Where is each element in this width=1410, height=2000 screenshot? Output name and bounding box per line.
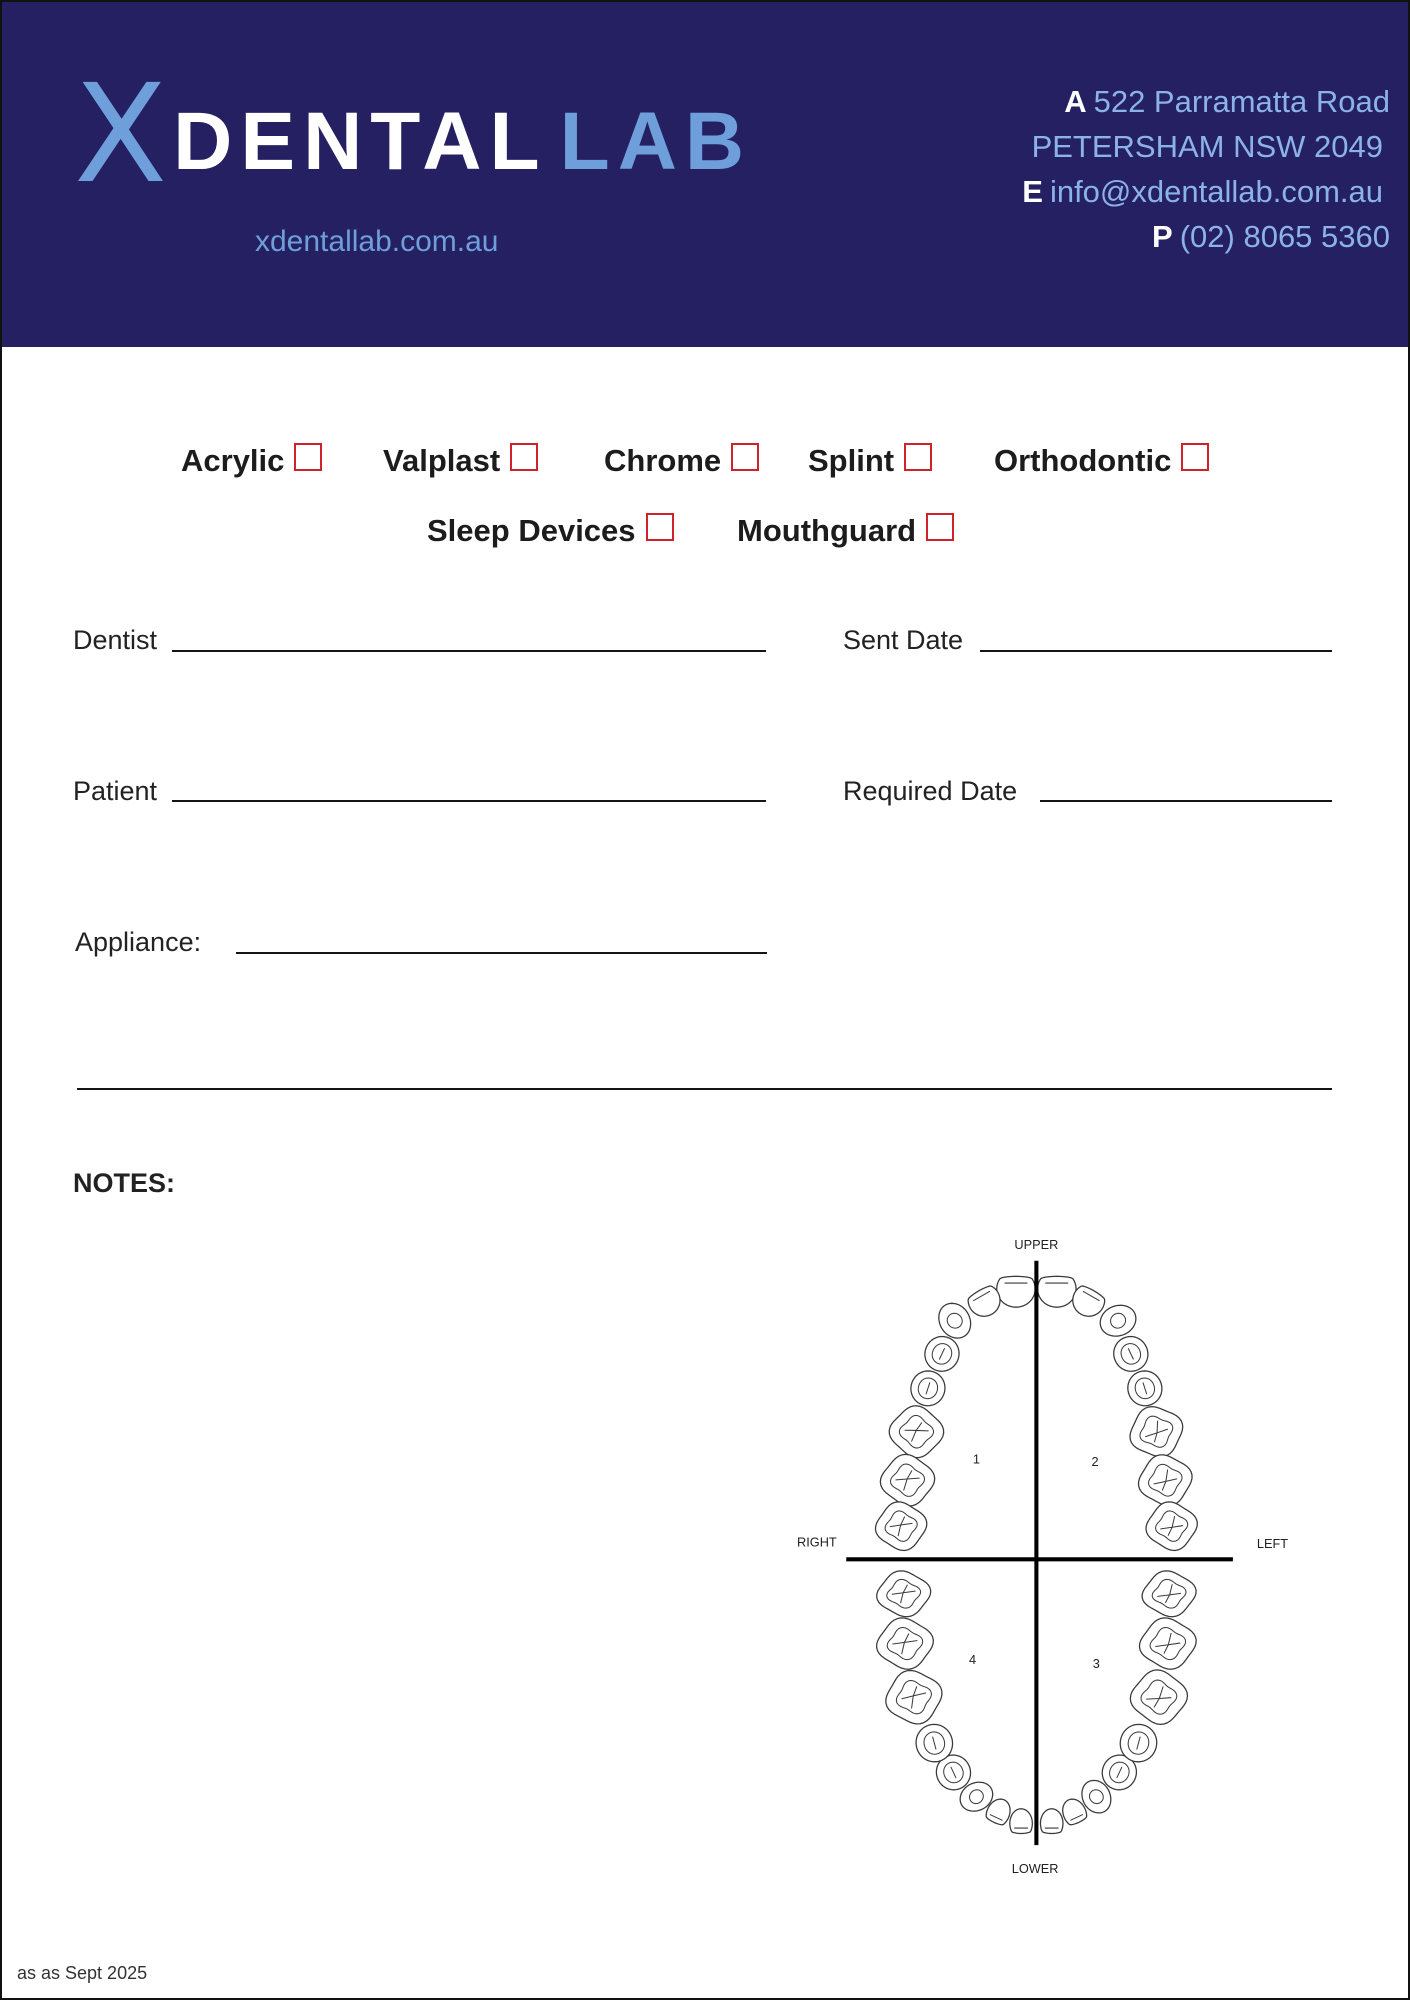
tooth-outline xyxy=(1125,1402,1187,1462)
tooth-outline xyxy=(1146,1502,1197,1551)
header-banner xyxy=(2,2,1408,347)
right-label: RIGHT xyxy=(797,1534,837,1550)
tooth-48 xyxy=(877,1571,931,1617)
tooth-outline xyxy=(877,1618,934,1669)
quadrant-1-label: 1 xyxy=(972,1451,980,1467)
address-line-2 xyxy=(1022,124,1390,169)
revision-note: as as Sept 2025 xyxy=(17,1963,148,1983)
chrome-checkbox[interactable] xyxy=(731,443,759,471)
tooth-outline xyxy=(883,1668,944,1727)
notes-heading: NOTES: xyxy=(73,1168,176,1198)
option-orthodontic[interactable] xyxy=(994,441,1209,481)
tooth-25 xyxy=(1123,1367,1166,1411)
tooth-outline xyxy=(1137,1453,1194,1508)
dentist-label: Dentist xyxy=(73,625,158,655)
tooth-18 xyxy=(875,1502,926,1551)
address-suburb: PETERSHAM NSW 2049 xyxy=(1031,129,1383,164)
tooth-37 xyxy=(1139,1618,1196,1669)
option-label: Valplast xyxy=(383,443,501,478)
tooth-outline xyxy=(1010,1809,1033,1834)
email-line xyxy=(1022,169,1390,214)
appliance-input[interactable] xyxy=(236,922,767,954)
quadrant-3-label: 3 xyxy=(1092,1655,1100,1671)
tooth-16 xyxy=(885,1402,947,1462)
option-label: Orthodontic xyxy=(994,443,1172,478)
option-acrylic[interactable] xyxy=(181,441,322,481)
logo-word-dental: DENTAL xyxy=(173,96,548,187)
option-mouthguard[interactable] xyxy=(737,511,954,551)
required-date-label: Required Date xyxy=(843,776,1018,806)
tooth-outline xyxy=(877,1571,931,1617)
tooth-outline xyxy=(1038,1276,1076,1307)
tooth-outline xyxy=(879,1453,936,1508)
left-label: LEFT xyxy=(1256,1535,1289,1551)
patient-input[interactable] xyxy=(172,770,766,802)
sent-date-label: Sent Date xyxy=(843,625,964,655)
tooth-chart xyxy=(781,1225,1302,1886)
email-address: info@xdentallab.com.au xyxy=(1049,174,1383,209)
tooth-outline xyxy=(875,1502,926,1551)
tooth-31 xyxy=(1040,1809,1063,1834)
tooth-outline xyxy=(1142,1571,1196,1617)
tooth-27 xyxy=(1137,1453,1194,1508)
address-label: A xyxy=(1064,84,1087,119)
tooth-outline xyxy=(885,1402,947,1462)
address-line-1 xyxy=(1022,79,1390,124)
quadrant-2-label: 2 xyxy=(1091,1454,1099,1470)
phone-line xyxy=(1022,214,1390,259)
tooth-outline xyxy=(997,1276,1035,1307)
logo-word-lab: LAB xyxy=(559,96,753,187)
dentist-input[interactable] xyxy=(172,620,766,652)
patient-label: Patient xyxy=(73,776,158,806)
sleep-devices-checkbox[interactable] xyxy=(646,513,674,541)
tooth-41 xyxy=(1010,1809,1033,1834)
tooth-15 xyxy=(906,1367,949,1411)
required-date-input[interactable] xyxy=(1040,770,1332,802)
sent-date-input[interactable] xyxy=(980,620,1332,652)
phone-number: (02) 8065 5360 xyxy=(1179,219,1390,254)
tooth-outline xyxy=(1139,1618,1196,1669)
tooth-38 xyxy=(1142,1571,1196,1617)
tooth-21 xyxy=(1038,1276,1076,1307)
contact-block xyxy=(1022,79,1390,259)
phone-label: P xyxy=(1152,219,1173,254)
option-label: Acrylic xyxy=(181,443,285,478)
tooth-47 xyxy=(877,1618,934,1669)
tooth-17 xyxy=(879,1453,936,1508)
website-text: xdentallab.com.au xyxy=(255,225,499,258)
appliance-label: Appliance: xyxy=(75,927,202,957)
tooth-11 xyxy=(997,1276,1035,1307)
option-splint[interactable] xyxy=(808,441,932,481)
valplast-checkbox[interactable] xyxy=(510,443,538,471)
option-chrome[interactable] xyxy=(604,441,759,481)
orthodontic-checkbox[interactable] xyxy=(1181,443,1209,471)
logo xyxy=(74,56,753,214)
tooth-26 xyxy=(1125,1402,1187,1462)
quadrant-4-label: 4 xyxy=(969,1651,977,1667)
tooth-outline xyxy=(1040,1809,1063,1834)
option-label: Sleep Devices xyxy=(427,513,636,548)
option-sleep-devices[interactable] xyxy=(427,511,674,551)
option-label: Mouthguard xyxy=(737,513,917,548)
logo-mark: X xyxy=(74,56,168,214)
option-valplast[interactable] xyxy=(383,441,538,481)
address-street: 522 Parramatta Road xyxy=(1093,84,1390,119)
email-label: E xyxy=(1022,174,1043,209)
acrylic-checkbox[interactable] xyxy=(294,443,322,471)
tooth-46 xyxy=(883,1668,944,1727)
tooth-36 xyxy=(1128,1668,1189,1727)
splint-checkbox[interactable] xyxy=(904,443,932,471)
mouthguard-checkbox[interactable] xyxy=(926,513,954,541)
tooth-outline xyxy=(1128,1668,1189,1727)
lower-label: LOWER xyxy=(1011,1861,1059,1877)
tooth-24 xyxy=(1108,1331,1153,1377)
option-label: Splint xyxy=(808,443,895,478)
tooth-28 xyxy=(1146,1502,1197,1551)
option-label: Chrome xyxy=(604,443,722,478)
appliance-continuation-input[interactable] xyxy=(77,1058,1332,1090)
upper-label: UPPER xyxy=(1014,1237,1059,1253)
